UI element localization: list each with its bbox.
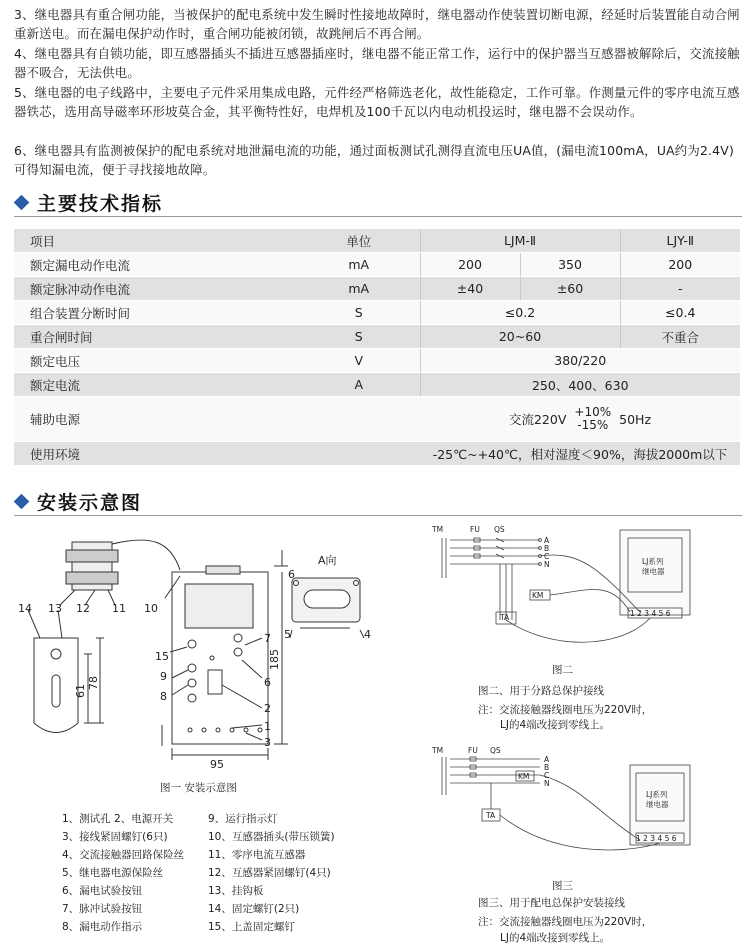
diamond-bullet-icon [14,493,30,509]
row-value: 20~60 [420,325,620,349]
table-row [14,349,740,373]
dim-label: 61 [74,684,87,698]
dim-label: 6 [288,568,295,581]
figure-3-note: LJ的4端改接到零线上。 [500,932,611,944]
aux-minus: -15% [577,418,609,432]
legend-item: 1、测试孔 2、电源开关 [62,813,174,825]
figure-3-wiring-diagram [430,745,750,875]
relay-label: LJ系列 [642,557,664,566]
header-ljm: LJM-Ⅱ [420,229,620,253]
row-value: 380/220 [420,349,740,373]
legend-item: 3、接线紧固螺钉(6只) [62,831,168,843]
spec-table [14,229,740,466]
row-unit: S [298,301,420,325]
row-item: 组合装置分断时间 [14,301,298,325]
legend-item: 15、上盖固定螺钉 [208,921,295,933]
legend-item: 13、挂钩板 [208,885,264,897]
row-unit [298,397,420,442]
row-value: ±40 [420,277,520,301]
row-value: ±60 [520,277,620,301]
callout: 2 [264,702,271,715]
figure-2-wiring-diagram [430,520,750,670]
row-value: 250、400、630 [420,373,740,397]
row-unit: S [298,325,420,349]
label-ta: TA [486,811,496,820]
callout: 1 [264,720,271,733]
label-a: A [544,536,550,545]
relay-label: LJ系列 [646,790,668,799]
section-heading-specs [16,188,163,216]
callout: 6 [264,676,271,689]
header-unit: 单位 [298,229,420,253]
view-label: A向 [318,554,337,567]
table-row [14,277,740,301]
label-qs: QS [494,525,505,534]
figure-2-note: LJ的4端改接到零线上。 [500,719,611,731]
table-row [14,325,740,349]
row-value: - [620,277,740,301]
callout: 12 [76,602,90,615]
table-row [14,397,740,442]
legend-item: 9、运行指示灯 [208,813,278,825]
label-tm: TM [432,525,444,534]
row-value: 350 [520,253,620,277]
row-item: 重合闸时间 [14,325,298,349]
terminal-label: 1 2 3 4 5 6 [636,834,677,843]
row-unit [298,442,420,466]
label-km: KM [532,591,544,600]
divider [14,216,742,217]
section-title: 安装示意图 [37,491,143,514]
divider [14,515,742,516]
row-item: 额定漏电动作电流 [14,253,298,277]
label-ta: TA [500,613,510,622]
legend-item: 12、互感器紧固螺钉(4只) [208,867,331,879]
table-header-row [14,229,740,253]
diamond-bullet-icon [14,194,30,210]
figure-3-note: 注：交流接触器线圈电压为220V时， [478,916,653,928]
callout: 10 [144,602,158,615]
legend-item: 8、漏电动作指示 [62,921,143,933]
figure-2-note: 注：交流接触器线圈电压为220V时， [478,704,653,716]
row-item: 额定脉冲动作电流 [14,277,298,301]
label-fu: FU [470,525,480,534]
row-item: 额定电压 [14,349,298,373]
callout: 11 [112,602,126,615]
row-value: 200 [620,253,740,277]
callout: 14 [18,602,32,615]
aux-freq: 50Hz [619,411,652,427]
section-title: 主要技术指标 [37,192,164,215]
callout: 4 [364,628,371,641]
legend-list [62,810,422,950]
row-item: 额定电流 [14,373,298,397]
label-n: N [544,560,550,569]
relay-label: 继电器 [646,800,669,809]
table-row [14,253,740,277]
figure-3-title: 图三 [552,880,573,892]
callout: 9 [160,670,167,683]
legend-item: 10、互感器插头(带压锁簧) [208,831,335,843]
row-value [420,397,740,442]
legend-item: 14、固定螺钉(2只) [208,903,300,915]
row-value: ≤0.4 [620,301,740,325]
figure-2-caption: 图二、用于分路总保护接线 [478,685,604,697]
paragraph-3: 3、继电器具有重合闸功能，当被保护的配电系统中发生瞬时性接地故障时，继电器动作使装置切断电源，经延时后装置能自动合闸重新送电。而在漏电保护动作时，重合闸功能被闭锁，故跳闸后不再合闸。 [14,7,740,41]
dim-label: 78 [87,676,100,690]
aux-ac: 交流220V [508,412,567,427]
callout: 13 [48,602,62,615]
figure-1-caption: 图一 安装示意图 [160,782,237,794]
table-row [14,301,740,325]
row-value: 200 [420,253,520,277]
paragraph-4: 4、继电器具有自锁功能，即互感器插头不插进互感器插座时，继电器不能正常工作，运行中的保护器当互感器被解除后，交流接触器不吸合，无法供电。 [14,46,740,80]
label-tm: TM [432,746,444,755]
figure-2-title: 图二 [552,664,573,676]
label-b: B [544,544,550,553]
callout: 8 [160,690,167,703]
row-value: 不重合 [620,325,740,349]
figure-3-caption: 图三、用于配电总保护安装接线 [478,897,625,909]
table-row [14,373,740,397]
row-value: -25℃~+40℃，相对湿度＜90%，海拔2000m以下 [420,442,740,466]
legend-item: 5、继电器电源保险丝 [62,867,164,879]
aux-plus: +10% [574,405,612,419]
row-item: 辅助电源 [14,397,298,442]
table-row [14,442,740,466]
paragraph-5: 5、继电器的电子线路中，主要电子元件采用集成电路，元件经严格筛选老化，故性能稳定，工作可靠。作测量元件的零序电流互感器铁芯，选用高导磁率环形坡莫合金，其平衡特性好，电焊机及100千瓦以内电动机投运时，继电器不会误动作。 [14,85,740,119]
label-a: A [544,755,550,764]
header-ljy: LJY-Ⅱ [620,229,740,253]
figure-1-installation-drawing [0,520,420,800]
callout: 15 [155,650,169,663]
label-c: C [544,771,550,780]
aux-tolerance [574,406,611,432]
row-unit: A [298,373,420,397]
label-c: C [544,552,550,561]
legend-item: 11、零序电流互感器 [208,849,306,861]
paragraph-6: 6、继电器具有监测被保护的配电系统对地泄漏电流的功能，通过面板测试孔测得直流电压UA值，(漏电流100mA，UA约为2.4V)可得知漏电流，便于寻找接地故障。 [14,143,734,177]
relay-label: 继电器 [642,567,665,576]
legend-item: 4、交流接触器回路保险丝 [62,849,185,861]
row-unit: V [298,349,420,373]
row-item: 使用环境 [14,442,298,466]
label-km: KM [518,772,530,781]
aux-power-value [509,406,651,432]
legend-item: 6、漏电试验按钮 [62,885,143,897]
dim-label: 185 [268,649,281,670]
dim-label: 95 [210,758,224,771]
row-unit: mA [298,253,420,277]
callout: 5 [284,628,291,641]
legend-item: 7、脉冲试验按钮 [62,903,143,915]
row-unit: mA [298,277,420,301]
callout: 3 [264,736,271,749]
header-item: 项目 [14,229,298,253]
section-heading-install [16,487,142,515]
row-value: ≤0.2 [420,301,620,325]
callout: 7 [264,632,271,645]
label-fu: FU [468,746,478,755]
terminal-label: 1 2 3 4 5 6 [630,609,671,618]
label-qs: QS [490,746,501,755]
label-b: B [544,763,550,772]
label-n: N [544,779,550,788]
